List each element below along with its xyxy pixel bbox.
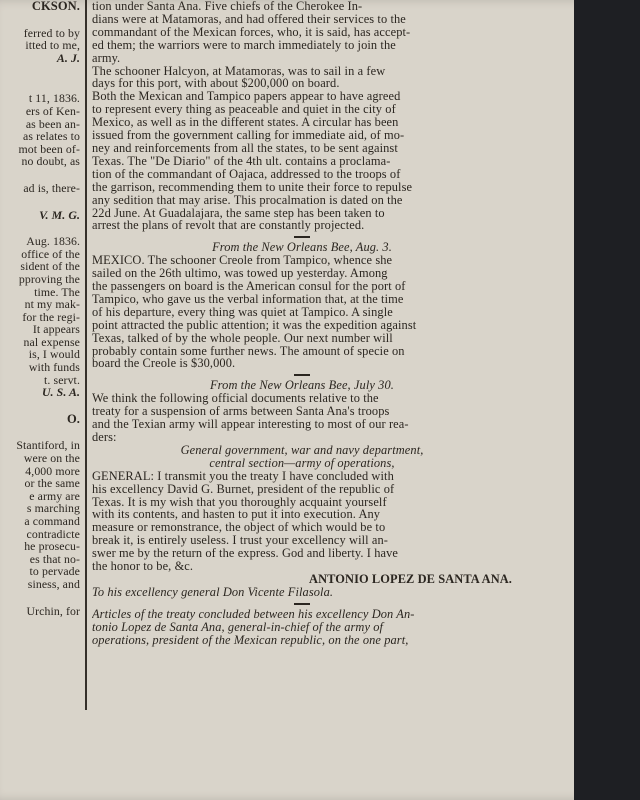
article-line: Both the Mexican and Tampico papers appear to have agreed [92, 89, 401, 104]
article-line: board the Creole is $30,000. [92, 356, 236, 371]
left-column-line: U. S. A. [41, 385, 80, 400]
left-column-line: Stantiford, in [16, 438, 80, 453]
left-column-line: or the same [24, 476, 80, 491]
article-line: operations, president of the Mexican republic, on the one part, [92, 632, 409, 647]
article-line: MEXICO. The schooner Creole from Tampico, whence she [92, 253, 393, 268]
article-line: and the Texian army will appear interesting to most of our rea- [92, 417, 409, 432]
left-column-line: contradicte [26, 526, 80, 541]
article-line: central section—army of operations, [209, 455, 395, 470]
article-line: Texas, talked of by the whole people. Our next number will [92, 330, 393, 345]
left-column-line: is, I would [28, 347, 80, 362]
article-line: army. [92, 50, 121, 65]
left-column-line: nal expense [23, 334, 80, 349]
blank-line [0, 425, 80, 439]
left-column-line: a command [24, 514, 80, 528]
article-line: ders: [92, 430, 117, 444]
blank-line [0, 64, 80, 78]
blank-line [0, 591, 80, 605]
blank-line [0, 168, 80, 182]
article-line: Texas. It is my wish that you thoroughly acquaint yourself [92, 494, 387, 509]
article-line: The schooner Halcyon, at Matamoras, was to sail in a few [92, 63, 386, 78]
left-column-line: with funds [28, 360, 80, 375]
article-line: dians were at Matamoras, and had offered their services to the [92, 11, 406, 26]
article-line: ed them; the warriors were to march immediately to join the [92, 37, 396, 52]
left-column-line: itted to me, [25, 38, 80, 53]
article-line: ANTONIO LOPEZ DE SANTA ANA. [309, 571, 512, 586]
left-column-line: office of the [21, 246, 80, 261]
left-column-line: for the regi- [22, 309, 80, 324]
blank-line [0, 13, 80, 27]
left-column-line: were on the [23, 451, 80, 466]
article-line: 22d June. At Guadalajara, the same step has been taken to [92, 205, 385, 220]
article-line: issued from the government calling for immediate aid, of mo- [92, 128, 405, 143]
article-line: tion under Santa Ana. Five chiefs of the Cherokee In- [92, 0, 363, 13]
left-column-fragment [0, 0, 80, 700]
article-line: We think the following official documents relative to the [92, 391, 379, 406]
left-column-line: CKSON. [31, 0, 80, 13]
left-column-line: ers of Ken- [25, 103, 80, 118]
article-line: days for this port, with about $200,000 on board. [92, 76, 340, 91]
article-line: measure or remonstrance, the object of which would be to [92, 520, 386, 535]
blank-line [0, 399, 80, 413]
blank-line [0, 221, 80, 235]
left-column-line: to pervade [29, 564, 80, 579]
left-column-line: O. [66, 411, 80, 426]
left-column-line: as been an- [25, 116, 80, 131]
article-line: Articles of the treaty concluded between his excellency Don An- [92, 606, 415, 621]
left-column-line: pproving the [18, 271, 80, 286]
left-column-line: t. servt. [44, 372, 80, 387]
article-line: Mexico, as well as in the different states. A circular has been [92, 115, 399, 130]
article-line: ney and reinforcements from all the states, to be sent against [92, 140, 398, 155]
left-column-line: siness, and [27, 576, 80, 591]
section-separator-dash [294, 374, 310, 376]
left-column-line: Urchin, for [26, 603, 80, 618]
article-line: to represent every thing as peaceable and quiet in the city of [92, 102, 396, 117]
left-column-line: ferred to by [23, 25, 80, 40]
left-column-line: A. J. [56, 50, 80, 65]
article-line: GENERAL: I transmit you the treaty I have concluded with [92, 468, 394, 483]
left-column-line: as relates to [23, 129, 80, 144]
left-column-line: es that no- [29, 551, 80, 566]
dark-background-edge [574, 0, 640, 800]
left-column-line: e army are [29, 488, 80, 503]
article-line: swer me by the return of the express. God and liberty. I have [92, 546, 399, 561]
main-column-article [92, 0, 512, 720]
article-line: arrest the plans of revolt that are constantly projected. [92, 218, 365, 233]
blank-line [0, 195, 80, 209]
article-line: General government, war and navy department, [180, 442, 424, 457]
article-line: sailed on the 26th ultimo, was towed up yesterday. Among [92, 266, 388, 281]
article-line: Texas. The "De Diario" of the 4th ult. contains a proclama- [92, 153, 391, 168]
section-separator-dash [294, 603, 310, 605]
left-column-line: s marching [26, 501, 80, 516]
left-column-line: Aug. 1836. [26, 234, 80, 249]
left-column-line: It appears [32, 322, 80, 337]
article-line: From the New Orleans Bee, Aug. 3. [212, 240, 392, 255]
article-line: probably contain some further news. The amount of specie on [92, 343, 405, 358]
article-line: of his departure, every thing was quiet at Tampico. A single [92, 304, 393, 319]
article-line: break it, is entirely useless. I trust your excellency will an- [92, 533, 389, 548]
left-column-line: time. The [34, 284, 80, 299]
article-line: any sedition that may arise. This procalmation is dated on the [92, 192, 403, 207]
article-line: tion of the commandant of Oajaca, addressed to the troops of [92, 166, 401, 181]
column-rule [85, 0, 87, 710]
left-column-line: sident of the [20, 259, 80, 274]
section-separator-dash [294, 236, 310, 238]
article-line: the honor to be, &c. [92, 559, 194, 574]
left-column-line: mot been of- [18, 141, 80, 156]
article-line: with its contents, and hasten to put it into execution. Any [92, 507, 381, 522]
article-line: his excellency David G. Burnet, president of the republic of [92, 481, 395, 496]
left-column-line: nt my mak- [24, 297, 80, 312]
left-column-line: no doubt, as [21, 154, 80, 169]
article-line: the garrison, recommending them to unite their force to repulse [92, 179, 413, 194]
blank-line [0, 78, 80, 92]
article-line: Tampico, who gave us the verbal information that, at the time [92, 291, 404, 306]
article-line: the passengers on board is the American consul for the port of [92, 279, 406, 294]
left-column-line: t 11, 1836. [28, 91, 80, 106]
article-line: treaty for a suspension of arms between Santa Ana's troops [92, 404, 390, 419]
left-column-line: ad is, there- [23, 180, 80, 195]
article-line: To his excellency general Don Vicente Filasola. [92, 584, 334, 599]
article-line: commandant of the Mexican forces, who, it is said, has accept- [92, 24, 411, 39]
left-column-line: he prosecu- [24, 539, 80, 554]
article-line: From the New Orleans Bee, July 30. [210, 378, 394, 393]
left-column-line: V. M. G. [39, 207, 80, 222]
article-line: point attracted the public attention; it was the expedition against [92, 317, 417, 332]
article-line: tonio Lopez de Santa Ana, general-in-chief of the army of [92, 619, 384, 634]
left-column-line: 4,000 more [25, 463, 80, 478]
